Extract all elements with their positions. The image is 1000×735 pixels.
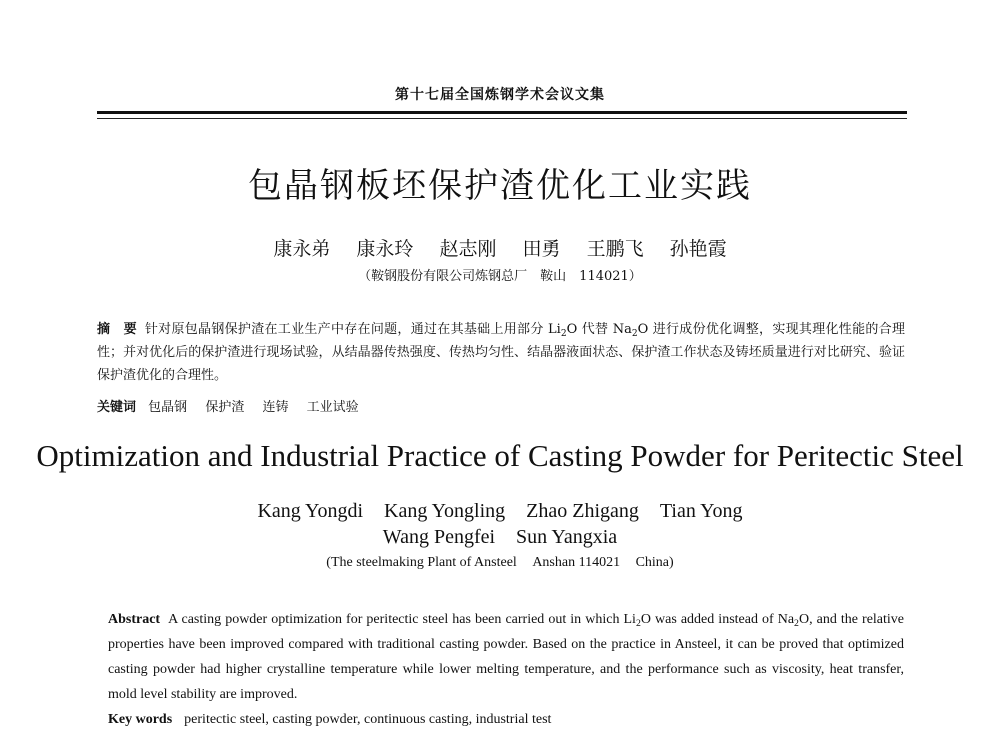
abstract-cn-sub-2: 2: [631, 329, 638, 339]
author-cn-6: 孙艳霞: [669, 238, 727, 260]
author-en-1: Kang Yongdi: [257, 500, 364, 522]
author-en-5: Wang Pengfei: [382, 526, 496, 548]
keyword-cn-3: 连铸: [262, 400, 289, 415]
authors-en-line-2: [0, 524, 1000, 550]
author-cn-1: 康永弟: [273, 238, 331, 260]
abstract-chinese: [97, 318, 905, 387]
title-chinese: 包晶钢板坯保护渣优化工业实践: [248, 166, 752, 206]
affiliation-en-city: Anshan 114021: [532, 555, 621, 570]
keywords-english: [108, 709, 904, 731]
author-cn-4: 田勇: [522, 238, 561, 260]
keyword-cn-1: 包晶钢: [148, 400, 188, 415]
abstract-en-text-2: O was added instead of Na: [640, 612, 795, 627]
abstract-en-text-1: A casting powder optimization for peritectic steel has been carried out in which Li: [168, 612, 636, 627]
abstract-cn-text-1: 针对原包晶钢保护渣在工业生产中存在问题，通过在其基础上用部分 Li: [144, 322, 561, 337]
abstract-en-label: Abstract: [108, 612, 161, 627]
affiliation-english: [0, 555, 1000, 571]
affiliation-en-country: China): [635, 555, 674, 570]
abstract-cn-sub-1: 2: [560, 329, 567, 339]
header-rule-thin: [97, 118, 907, 119]
abstract-cn-text-2: O 代替 Na: [566, 322, 632, 337]
header-rule-thick: [97, 111, 907, 114]
abstract-en-text-3: O, and the relative properties have been improved compared with traditional casting powder. Based on the practice in Ansteel, it can be proved that optimized casting powder had higher crystalline temperature while lower melting temperature, and the performance such as viscosity, heat transfer, mold level stability are improved.: [108, 612, 905, 702]
author-en-4: Tian Yong: [659, 500, 743, 522]
author-en-3: Zhao Zhigang: [526, 500, 639, 522]
abstract-en-sub-2: 2: [794, 618, 799, 629]
keywords-en-text: peritectic steel, casting powder, continuous casting, industrial test: [184, 712, 552, 727]
abstract-en-sub-1: 2: [635, 618, 641, 629]
journal-header: 第十七届全国炼钢学术会议文集: [395, 87, 605, 103]
abstract-cn-text-3: O 进行成份优化调整，实现其理化性能的合理性；并对优化后的保护渣进行现场试验，从结晶器传热强度、传热均匀性、结晶器液面状态、保护渣工作状态及铸坯质量进行对比研究、验证保护渣优化的合理性。: [97, 322, 905, 383]
affiliation-en-org: (The steelmaking Plant of Ansteel: [326, 555, 517, 570]
affiliation-chinese: （鞍钢股份有限公司炼钢总厂 鞍山 114021）: [358, 269, 642, 284]
keyword-cn-2: 保护渣: [205, 400, 245, 415]
author-cn-2: 康永玲: [356, 238, 414, 260]
keyword-cn-4: 工业试验: [306, 400, 359, 415]
keywords-en-label: Key words: [108, 712, 173, 727]
author-en-6: Sun Yangxia: [516, 526, 618, 548]
author-cn-5: 王鹏飞: [586, 238, 644, 260]
abstract-english: [108, 607, 904, 707]
author-cn-3: 赵志刚: [439, 238, 497, 260]
authors-en-line-1: [0, 498, 1000, 524]
title-english: Optimization and Industrial Practice of Casting Powder for Peritectic Steel: [36, 438, 964, 473]
keywords-cn-label: 关键词: [97, 400, 137, 415]
authors-chinese: [0, 234, 1000, 261]
authors-english: [0, 498, 1000, 550]
author-en-2: Kang Yongling: [384, 500, 506, 522]
keywords-chinese: [97, 396, 905, 419]
abstract-cn-label: 摘 要: [97, 322, 137, 337]
